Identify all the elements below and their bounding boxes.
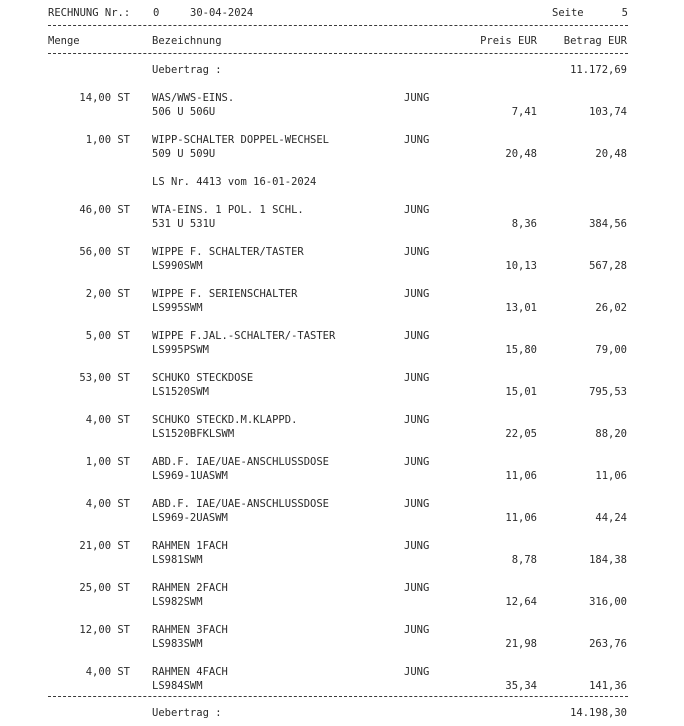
item-description: SCHUKO STECKD.M.KLAPPD.: [152, 414, 298, 426]
item-manufacturer: JUNG: [404, 540, 430, 552]
item-description: WIPPE F. SCHALTER/TASTER: [152, 246, 304, 258]
item-description: WIPPE F.JAL.-SCHALTER/-TASTER: [152, 330, 336, 342]
item-quantity: 56,00 ST: [79, 246, 130, 258]
item-amount: 26,02: [595, 302, 627, 314]
item-quantity: 4,00 ST: [85, 498, 130, 510]
item-manufacturer: JUNG: [404, 134, 430, 146]
invoice-date: 30-04-2024: [190, 7, 254, 19]
col-qty-header: Menge: [48, 35, 80, 47]
item-quantity: 21,00 ST: [79, 540, 130, 552]
item-unit-price: 15,01: [505, 386, 537, 398]
item-article-number: LS1520BFKLSWM: [152, 428, 235, 440]
line-item: [0, 539, 684, 567]
item-manufacturer: JUNG: [404, 246, 430, 258]
line-item: [0, 497, 684, 525]
item-amount: 316,00: [589, 596, 627, 608]
item-description: RAHMEN 4FACH: [152, 666, 228, 678]
item-unit-price: 7,41: [511, 106, 537, 118]
item-unit-price: 15,80: [505, 344, 537, 356]
item-description: ABD.F. IAE/UAE-ANSCHLUSSDOSE: [152, 498, 330, 510]
item-manufacturer: JUNG: [404, 372, 430, 384]
item-amount: 44,24: [595, 512, 627, 524]
line-item: [0, 413, 684, 441]
item-manufacturer: JUNG: [404, 288, 430, 300]
item-unit-price: 13,01: [505, 302, 537, 314]
item-description: WAS/WWS-EINS.: [152, 92, 235, 104]
item-amount: 384,56: [589, 218, 627, 230]
item-quantity: 25,00 ST: [79, 582, 130, 594]
line-item: [0, 133, 684, 161]
carry-in-amount: 11.172,69: [570, 64, 627, 76]
carry-out-label: Uebertrag :: [152, 707, 222, 719]
item-unit-price: 11,06: [505, 512, 537, 524]
item-amount: 103,74: [589, 106, 627, 118]
item-quantity: 53,00 ST: [79, 372, 130, 384]
header-rule: [48, 25, 628, 26]
item-quantity: 4,00 ST: [85, 414, 130, 426]
line-item: [0, 581, 684, 609]
item-description: ABD.F. IAE/UAE-ANSCHLUSSDOSE: [152, 456, 330, 468]
line-item: [0, 665, 684, 693]
item-quantity: 5,00 ST: [85, 330, 130, 342]
item-manufacturer: JUNG: [404, 456, 430, 468]
item-article-number: LS969-2UASWM: [152, 512, 228, 524]
footer-rule: [48, 696, 628, 697]
page-number: 5: [621, 7, 628, 19]
item-unit-price: 10,13: [505, 260, 537, 272]
item-amount: 184,38: [589, 554, 627, 566]
item-unit-price: 35,34: [505, 680, 537, 692]
carry-in-label: Uebertrag :: [152, 64, 222, 76]
line-item: [0, 245, 684, 273]
item-quantity: 1,00 ST: [85, 134, 130, 146]
line-item: [0, 91, 684, 119]
col-desc-header: Bezeichnung: [152, 35, 222, 47]
item-manufacturer: JUNG: [404, 330, 430, 342]
line-item: [0, 329, 684, 357]
col-price-header: Preis EUR: [480, 35, 537, 47]
item-unit-price: 20,48: [505, 148, 537, 160]
col-amount-header: Betrag EUR: [563, 35, 627, 47]
item-amount: 567,28: [589, 260, 627, 272]
item-article-number: LS995SWM: [152, 302, 203, 314]
item-article-number: LS995PSWM: [152, 344, 209, 356]
item-manufacturer: JUNG: [404, 624, 430, 636]
item-manufacturer: JUNG: [404, 414, 430, 426]
item-manufacturer: JUNG: [404, 666, 430, 678]
item-article-number: LS969-1UASWM: [152, 470, 228, 482]
item-article-number: LS1520SWM: [152, 386, 209, 398]
item-description: RAHMEN 3FACH: [152, 624, 228, 636]
item-quantity: 2,00 ST: [85, 288, 130, 300]
line-item: [0, 203, 684, 231]
item-unit-price: 22,05: [505, 428, 537, 440]
item-article-number: LS990SWM: [152, 260, 203, 272]
invoice-number: 0: [153, 7, 160, 19]
item-description: WTA-EINS. 1 POL. 1 SCHL.: [152, 204, 304, 216]
item-article-number: 531 U 531U: [152, 218, 216, 230]
item-amount: 79,00: [595, 344, 627, 356]
item-amount: 795,53: [589, 386, 627, 398]
item-manufacturer: JUNG: [404, 92, 430, 104]
item-article-number: LS982SWM: [152, 596, 203, 608]
item-description: RAHMEN 1FACH: [152, 540, 228, 552]
item-description: RAHMEN 2FACH: [152, 582, 228, 594]
item-article-number: LS981SWM: [152, 554, 203, 566]
item-unit-price: 8,78: [511, 554, 537, 566]
item-quantity: 4,00 ST: [85, 666, 130, 678]
item-description: SCHUKO STECKDOSE: [152, 372, 254, 384]
item-unit-price: 12,64: [505, 596, 537, 608]
line-item: [0, 623, 684, 651]
column-header-rule: [48, 53, 628, 54]
line-item: [0, 287, 684, 315]
line-item: [0, 371, 684, 399]
item-quantity: 1,00 ST: [85, 456, 130, 468]
item-amount: 11,06: [595, 470, 627, 482]
item-amount: 88,20: [595, 428, 627, 440]
item-manufacturer: JUNG: [404, 204, 430, 216]
item-article-number: 509 U 509U: [152, 148, 216, 160]
item-unit-price: 21,98: [505, 638, 537, 650]
item-manufacturer: JUNG: [404, 582, 430, 594]
item-quantity: 12,00 ST: [79, 624, 130, 636]
item-amount: 141,36: [589, 680, 627, 692]
item-manufacturer: JUNG: [404, 498, 430, 510]
invoice-label: RECHNUNG Nr.:: [48, 7, 131, 19]
line-item: [0, 455, 684, 483]
item-unit-price: 8,36: [511, 218, 537, 230]
item-description: WIPPE F. SERIENSCHALTER: [152, 288, 298, 300]
item-article-number: 506 U 506U: [152, 106, 216, 118]
item-quantity: 14,00 ST: [79, 92, 130, 104]
page-label: Seite: [552, 7, 584, 19]
item-quantity: 46,00 ST: [79, 204, 130, 216]
item-article-number: LS984SWM: [152, 680, 203, 692]
carry-out-amount: 14.198,30: [570, 707, 627, 719]
item-article-number: LS983SWM: [152, 638, 203, 650]
item-unit-price: 11,06: [505, 470, 537, 482]
delivery-note: LS Nr. 4413 vom 16-01-2024: [152, 176, 317, 188]
item-description: WIPP-SCHALTER DOPPEL-WECHSEL: [152, 134, 330, 146]
item-amount: 20,48: [595, 148, 627, 160]
item-amount: 263,76: [589, 638, 627, 650]
